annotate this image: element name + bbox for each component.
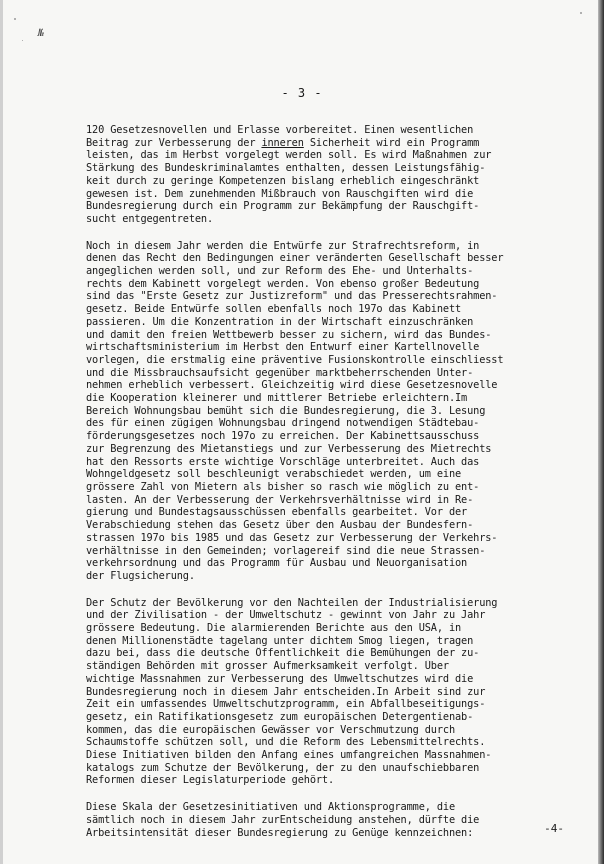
scan-speck (22, 40, 23, 41)
text-line: die Kooperation kleinerer und mittlerer Betriebe erleichtern.Im (86, 392, 468, 405)
text-line: 120 Gesetzesnovellen und Erlasse vorbereitet. Einen wesentlichen (86, 124, 474, 136)
scan-speck (580, 12, 582, 14)
text-line: gewesen ist. Dem zunehmenden Mißbrauch von Rauschgiften wird die (86, 187, 474, 200)
text-line: Verabschiedung stehen das Gesetz über den Ausbau der Bundesfern- (86, 519, 474, 532)
text-line: denen das Recht den Bedingungen einer veränderten Gesellschaft besser (86, 252, 504, 265)
text-line: verkehrsordnung und das Programm für Ausbau und Neuorganisation (86, 557, 468, 570)
text-line: und die Missbrauchsaufsicht gegenüber marktbeherrschenden Unter- (86, 366, 474, 379)
text-line: Bundesregierung noch in diesem Jahr entscheiden.In Arbeit sind zur (86, 685, 486, 698)
page-number: - 3 - (281, 86, 323, 100)
text-line: Wohngeldgesetz soll beschleunigt verabschiedet werden, um eine (86, 468, 462, 481)
text-line: und der Zivilisation - der Umweltschutz - gewinnt von Jahr zu Jahr (86, 609, 486, 622)
text-line: vorlegen, die erstmalig eine präventive Fusionskontrolle einschliesst (86, 353, 504, 366)
text-line: Der Schutz der Bevölkerung vor den Nachteilen der Industrialisierung (86, 596, 498, 609)
text-line: Reformen dieser Legislaturperiode gehört. (86, 774, 335, 787)
text-line: Bereich Wohnungsbau bemüht sich die Bundesregierung, die 3. Lesung (86, 404, 486, 417)
text-line: grössere Zahl von Mietern als bisher so rasch wie möglich zu ent- (86, 480, 480, 493)
text-line: zur Begrenzung des Mietanstiegs und zur Verbesserung des Mietrechts (86, 442, 492, 455)
paragraph-2 (86, 240, 566, 583)
text-line: keit durch zu geringe Kompetenzen bislang erheblich eingeschränkt (86, 174, 480, 187)
text-line: sucht entgegentreten. (86, 212, 214, 225)
paragraph-4 (86, 801, 566, 839)
text-line: gesetz, ein Ratifikationsgesetz zum europäischen Detergentienab- (86, 710, 474, 723)
text-line: gierung und Bundestagsausschüssen ebenfalls gearbeitet. Vor der (86, 506, 468, 519)
paragraph-1 (86, 124, 566, 226)
right-edge (598, 0, 604, 864)
text-line: Stärkung des Bundeskriminalamtes enthalten, dessen Leistungsfähig- (86, 162, 486, 175)
text-line: verhältnisse in den Gemeinden; vorlagereif sind die neue Strassen- (86, 544, 486, 557)
text-line: nehmen erheblich verbessert. Gleichzeitig wird diese Gesetzesnovelle (86, 379, 498, 392)
scan-speck (14, 18, 16, 20)
next-page-indicator: -4- (544, 822, 564, 835)
text-line: Bundesregierung durch ein Programm zur Bekämpfung der Rauschgift- (86, 200, 480, 213)
text-line: hat den Ressorts erste wichtige Vorschläge unterbreitet. Auch das (86, 455, 480, 468)
text-line: wichtige Massnahmen zur Verbesserung des Umweltschutzes wird die (86, 672, 474, 685)
text-line: der Flugsicherung. (86, 569, 195, 582)
text-line: und damit den freien Wettbewerb besser zu sichern, wird das Bundes- (86, 328, 492, 341)
paragraph-3 (86, 597, 566, 788)
text-line: förderungsgesetzes noch 197o zu erreichen. Der Kabinettsausschuss (86, 430, 480, 443)
text-line: dazu bei, dass die deutsche Öffentlichkeit die Bemühungen der zu- (86, 647, 480, 660)
left-edge (0, 0, 3, 864)
text-line: Zeit ein umfassendes Umweltschutzprogramm, ein Abfallbeseitigungs- (86, 698, 486, 711)
text-line: Schaumstoffe schützen soll, und die Reform des Lebensmittelrechts. (86, 736, 486, 749)
text-line: Diese Skala der Gesetzesinitiativen und Aktionsprogramme, die (86, 801, 456, 814)
text-line: sind das "Erste Gesetz zur Justizreform" und das Presserechtsrahmen- (86, 290, 498, 303)
text-line: Arbeitsintensität dieser Bundesregierung zu Genüge kennzeichnen: (86, 826, 474, 839)
text-line: leisten, das im Herbst vorgelegt werden soll. Es wird Maßnahmen zur (86, 149, 492, 162)
text-line: rechts dem Kabinett vorgelegt werden. Von ebenso großer Bedeutung (86, 277, 480, 290)
corner-mark: № (38, 28, 45, 39)
text-line: angeglichen werden soll, und zur Reform des Ehe- und Unterhalts- (86, 265, 474, 278)
text-line: strassen 197o bis 1985 und das Gesetz zur Verbesserung der Verkehrs- (86, 531, 498, 544)
text-line: Diese Initiativen bilden den Anfang eines umfangreichen Massnahmen- (86, 749, 492, 762)
text-line: sämtlich noch in diesem Jahr zurEntscheidung anstehen, dürfte die (86, 813, 480, 826)
text-line: wirtschaftsministerium im Herbst den Entwurf einer Kartellnovelle (86, 341, 480, 354)
text-line: lasten. An der Verbesserung der Verkehrsverhältnisse wird in Re- (86, 493, 474, 506)
text-line: grössere Bedeutung. Die alarmierenden Berichte aus den USA, in (86, 622, 462, 635)
text-line: kommen, das die europäischen Gewässer vor Verschmutzung durch (86, 723, 456, 736)
text-line: denen Millionenstädte tagelang unter dichtem Smog liegen, tragen (86, 634, 474, 647)
text-line: gesetz. Beide Entwürfe sollen ebenfalls noch 197o das Kabinett (86, 303, 462, 316)
body-text (86, 124, 566, 853)
text-line-with-underline: Beitrag zur Verbesserung der inneren Sicherheit wird ein Programm (86, 136, 480, 149)
text-line: ständigen Behörden mit grosser Aufmerksamkeit verfolgt. Über (86, 660, 449, 673)
text-line: katalogs zum Schutze der Bevölkerung, der zu den unaufschiebbaren (86, 761, 480, 774)
underlined-word: inneren (261, 136, 304, 149)
text-line: passieren. Um die Konzentration in der Wirtschaft einzuschränken (86, 315, 474, 328)
text-line: Noch in diesem Jahr werden die Entwürfe zur Strafrechtsreform, in (86, 239, 480, 252)
text-line: des für einen zügigen Wohnungsbau dringend notwendigen Städtebau- (86, 417, 480, 430)
